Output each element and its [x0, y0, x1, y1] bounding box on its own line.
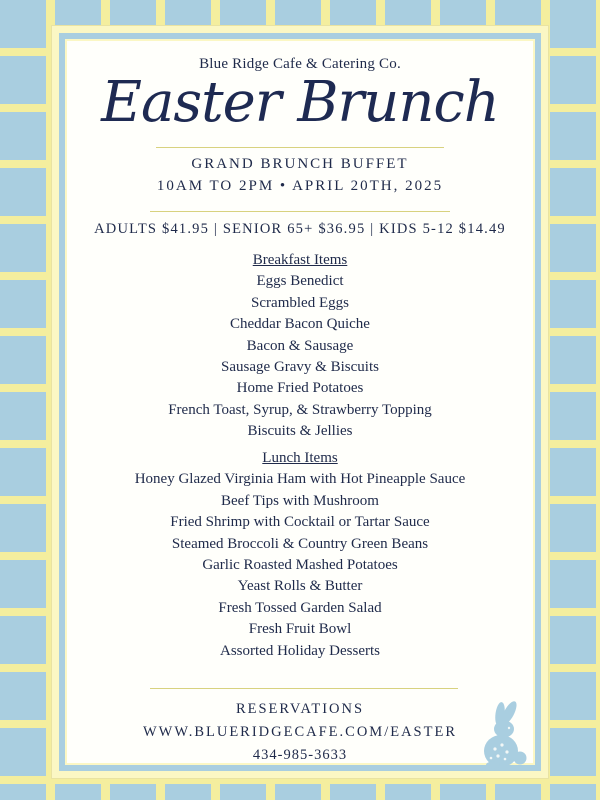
menu-item: Yeast Rolls & Butter — [237, 578, 363, 595]
menu-item: Scrambled Eggs — [251, 294, 349, 311]
menu-item: Sausage Gravy & Biscuits — [221, 358, 379, 375]
event-time: 10AM TO 2PM • APRIL 20TH, 2025 — [156, 178, 444, 194]
menu-item: Fresh Fruit Bowl — [248, 621, 352, 638]
lunch-section — [0, 448, 600, 662]
bunny-icon — [478, 698, 534, 770]
reservations-url[interactable]: WWW.BLUERIDGECAFE.COM/EASTER — [142, 724, 458, 740]
menu-item: Steamed Broccoli & Country Green Beans — [171, 535, 429, 552]
menu-item: Cheddar Bacon Quiche — [230, 316, 370, 333]
menu-item: Eggs Benedict — [256, 273, 344, 290]
menu-item: Fried Shrimp with Cocktail or Tartar Sauce — [170, 514, 430, 531]
event-divider — [150, 211, 450, 212]
breakfast-section — [0, 250, 600, 443]
breakfast-heading: Breakfast Items — [252, 252, 348, 268]
menu-item: Garlic Roasted Mashed Potatoes — [202, 556, 398, 573]
page-title: Easter Brunch — [101, 70, 499, 135]
reservations-label: RESERVATIONS — [235, 701, 365, 717]
lunch-heading: Lunch Items — [262, 450, 338, 466]
menu-item: French Toast, Syrup, & Strawberry Topping — [168, 401, 432, 418]
event-name: GRAND BRUNCH BUFFET — [191, 156, 409, 172]
reservations-phone[interactable]: 434-985-3633 — [252, 747, 348, 763]
menu-item: Bacon & Sausage — [246, 337, 354, 354]
pricing-line: ADULTS $41.95 | SENIOR 65+ $36.95 | KIDS 5-12 $14.49 — [94, 221, 506, 237]
reservations-divider — [150, 688, 458, 689]
title-divider — [156, 147, 444, 148]
menu-item: Fresh Tossed Garden Salad — [218, 599, 382, 616]
menu-item: Home Fried Potatoes — [236, 380, 364, 397]
menu-item: Beef Tips with Mushroom — [221, 492, 379, 509]
business-name: Blue Ridge Cafe & Catering Co. — [199, 56, 401, 72]
menu-item: Honey Glazed Virginia Ham with Hot Pineapple Sauce — [134, 471, 466, 488]
menu-item: Biscuits & Jellies — [247, 423, 353, 440]
menu-item: Assorted Holiday Desserts — [220, 642, 380, 659]
